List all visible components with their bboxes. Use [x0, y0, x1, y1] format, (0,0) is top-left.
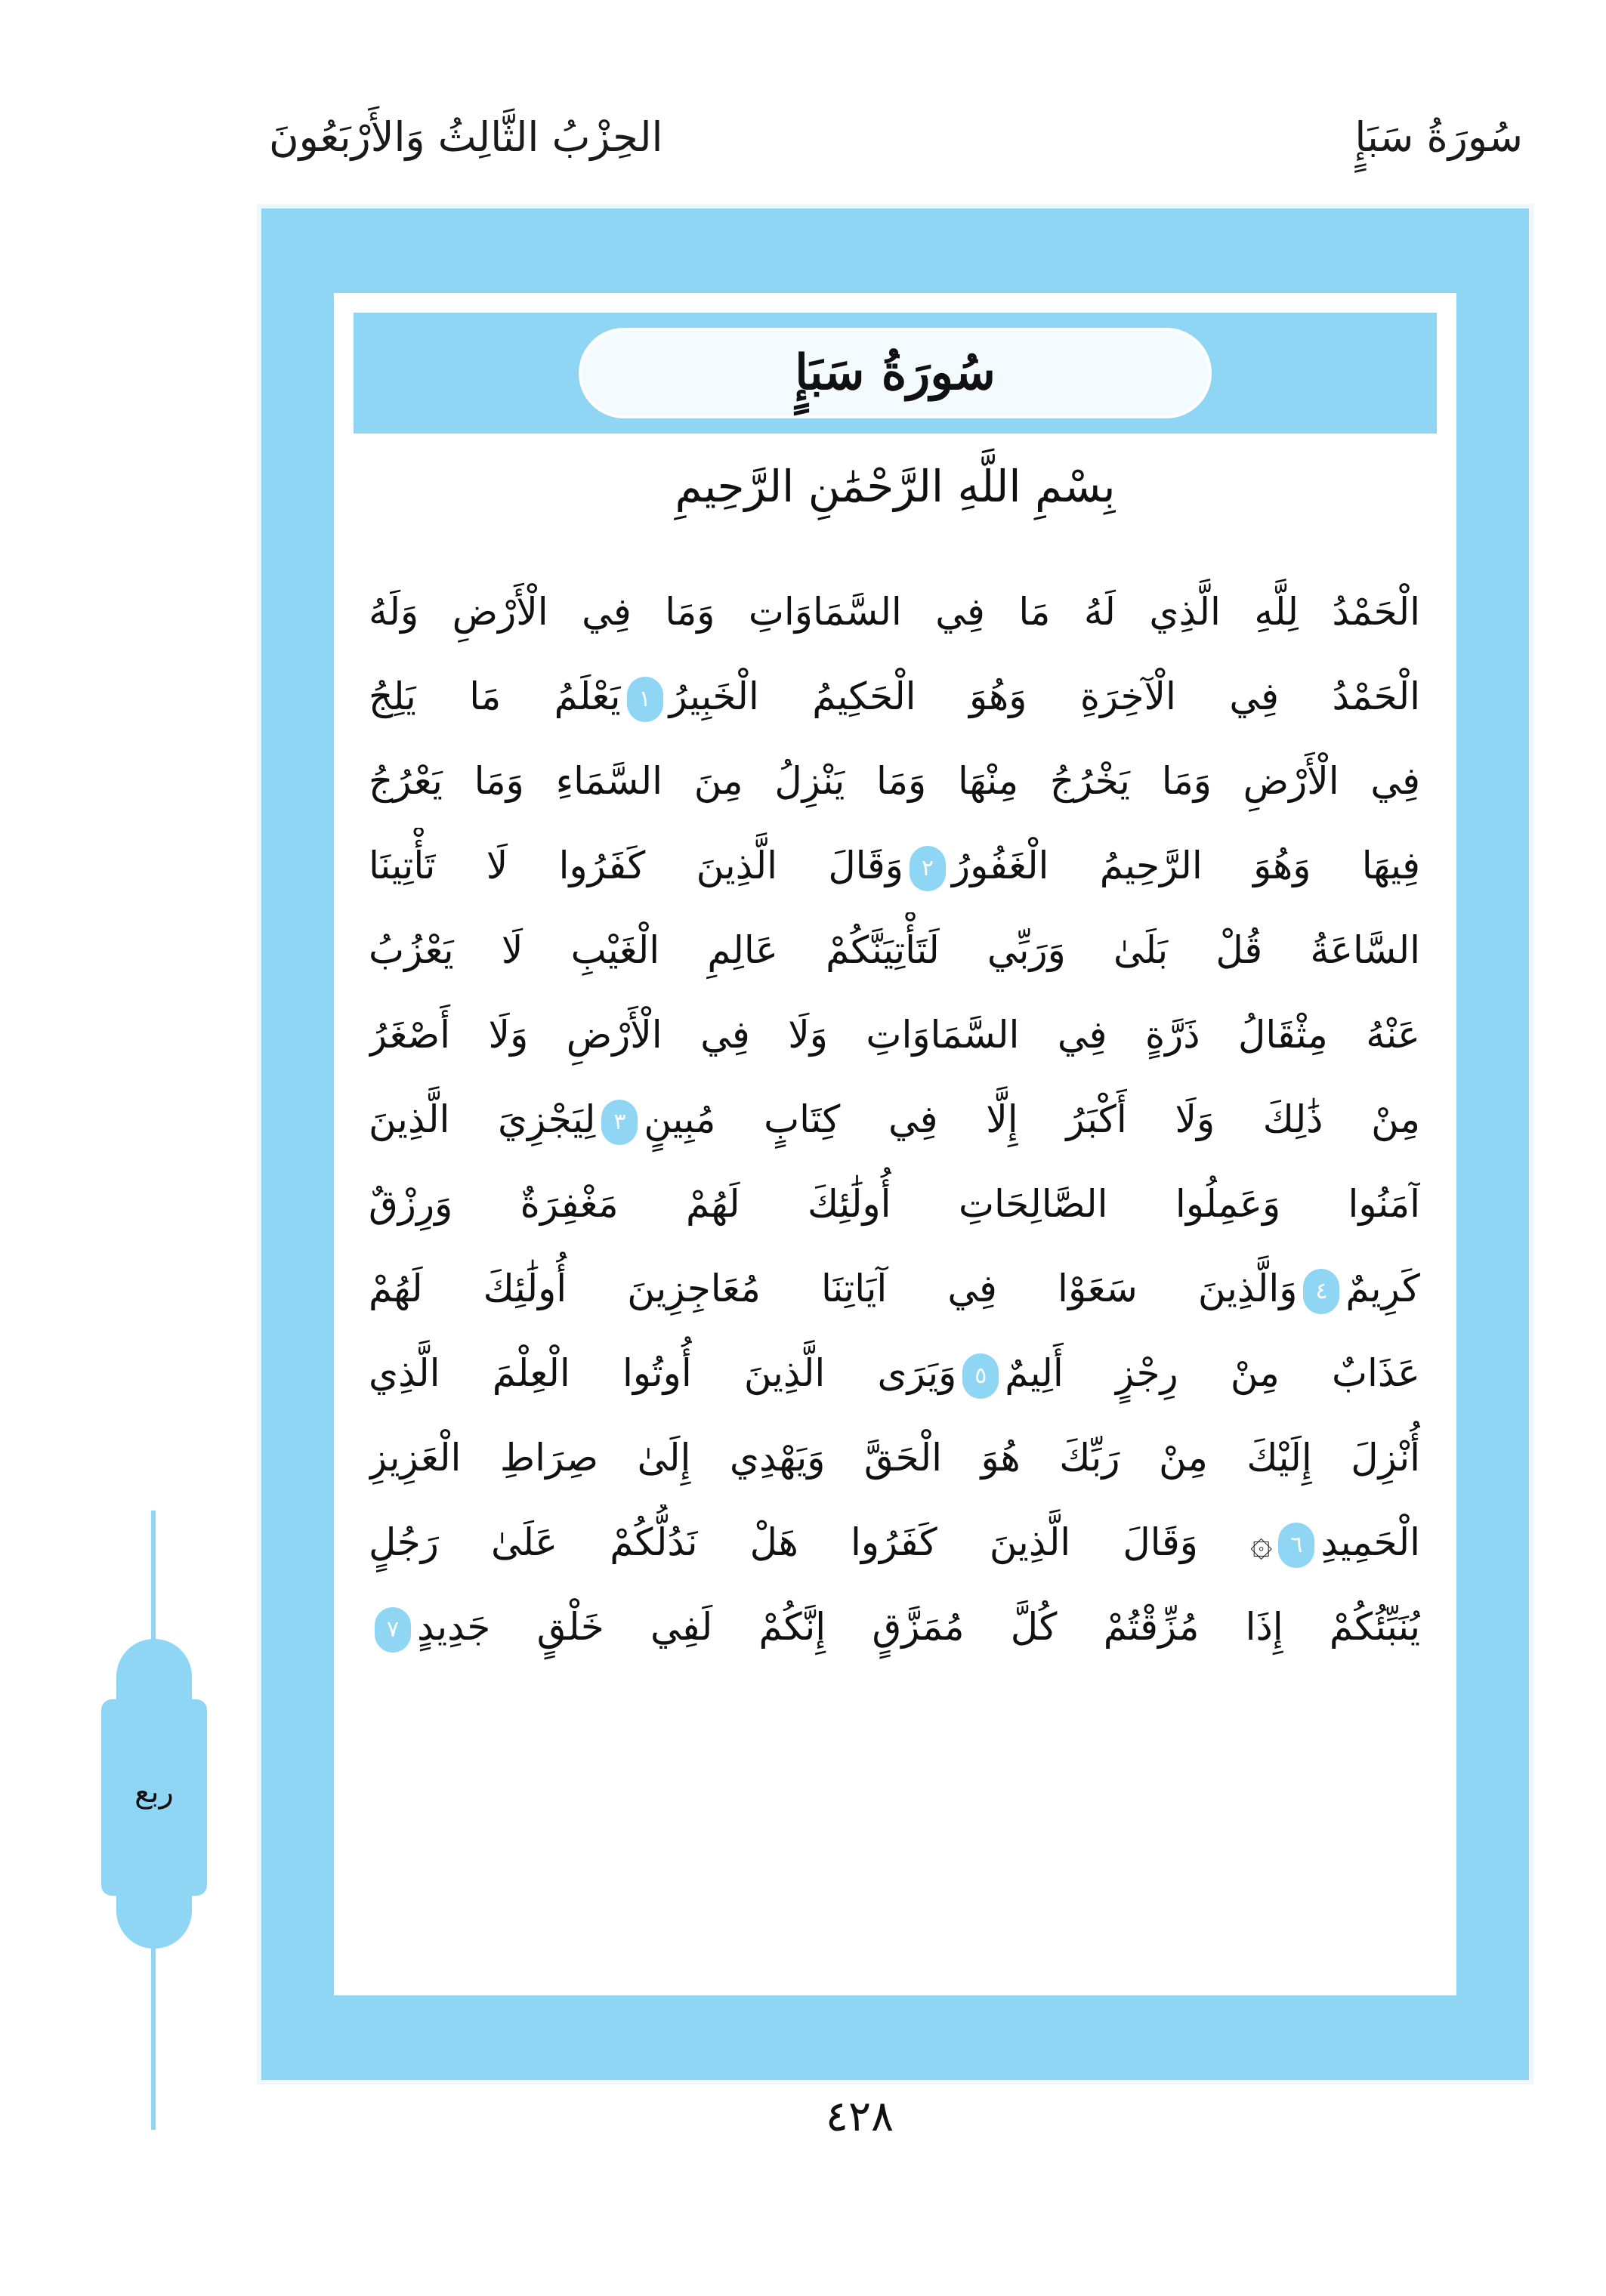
verse-text-continued: وَيَرَى الَّذِينَ أُوتُوا الْعِلْمَ الَّذِي	[369, 1351, 957, 1395]
verse-text-continued: يَعْلَمُ مَا يَلِجُ	[369, 674, 621, 718]
verse-text-continued: ۞ وَقَالَ الَّذِينَ كَفَرُوا هَلْ نَدُلُّكُمْ عَلَىٰ رَجُلٍ	[369, 1520, 1273, 1564]
quarter-label: ربع	[134, 1775, 174, 1810]
verse-text: آمَنُوا وَعَمِلُوا الصَّالِحَاتِ أُولَٰئِكَ لَهُمْ مَغْفِرَةٌ وَرِزْقٌ	[369, 1182, 1420, 1226]
header-surah-name: سُورَةُ سَبَإٍ	[1354, 113, 1523, 161]
quarter-marker-stem-bottom	[151, 1941, 156, 2130]
ayah-number-marker: ٧	[375, 1607, 411, 1653]
verse-text: يُنَبِّئُكُمْ إِذَا مُزِّقْتُمْ كُلَّ مُمَزَّقٍ إِنَّكُمْ لَفِي خَلْقٍ جَدِيدٍ	[417, 1605, 1420, 1649]
verse-line	[369, 659, 1420, 734]
verse-line	[369, 1082, 1420, 1157]
verse-text: أُنْزِلَ إِلَيْكَ مِنْ رَبِّكَ هُوَ الْحَقَّ وَيَهْدِي إِلَىٰ صِرَاطِ الْعَزِيزِ	[369, 1436, 1420, 1480]
verse-line	[369, 1251, 1420, 1326]
verse-text: فِيهَا وَهُوَ الرَّحِيمُ الْغَفُورُ	[951, 844, 1420, 887]
verse-line	[369, 1335, 1420, 1411]
quarter-marker	[101, 1624, 207, 1964]
page-number: ٤٢٨	[825, 2092, 894, 2141]
ayah-number-marker: ٤	[1303, 1269, 1339, 1314]
verse-line	[369, 912, 1420, 988]
verse-text: مِنْ ذَٰلِكَ وَلَا أَكْبَرُ إِلَّا فِي كِتَابٍ مُبِينٍ	[644, 1097, 1420, 1141]
verse-text: فِي الْأَرْضِ وَمَا يَخْرُجُ مِنْهَا وَمَا يَنْزِلُ مِنَ السَّمَاءِ وَمَا يَعْرُجُ	[369, 759, 1420, 803]
verse-text: السَّاعَةُ قُلْ بَلَىٰ وَرَبِّي لَتَأْتِيَنَّكُمْ عَالِمِ الْغَيْبِ لَا يَعْزُبُ	[369, 928, 1420, 972]
verse-line	[369, 743, 1420, 819]
verse-line	[369, 1504, 1420, 1580]
verse-text-continued: لِيَجْزِيَ الَّذِينَ	[369, 1097, 596, 1141]
verse-text: الْحَمْدُ فِي الْآخِرَةِ وَهُوَ الْحَكِيمُ الْخَبِيرُ	[669, 674, 1420, 718]
quarter-marker-stem-top	[151, 1511, 156, 1646]
verse-text: الْحَمْدُ لِلَّهِ الَّذِي لَهُ مَا فِي السَّمَاوَاتِ وَمَا فِي الْأَرْضِ وَلَهُ	[369, 590, 1420, 634]
verse-line	[369, 1420, 1420, 1495]
ayah-number-marker: ٦	[1278, 1523, 1314, 1568]
verse-line	[369, 1166, 1420, 1242]
verse-text-continued: وَقَالَ الَّذِينَ كَفَرُوا لَا تَأْتِينَا	[369, 844, 903, 887]
verse-text: الْحَمِيدِ	[1320, 1520, 1420, 1564]
ayah-number-marker: ٢	[910, 846, 946, 891]
header-hizb: الحِزْبُ الثَّالِثُ وَالأَرْبَعُونَ	[269, 113, 663, 161]
verse-text-continued: وَالَّذِينَ سَعَوْا فِي آيَاتِنَا مُعَاجِزِينَ أُولَٰئِكَ لَهُمْ	[369, 1267, 1298, 1310]
quarter-marker-base	[116, 1873, 192, 1949]
verse-text: عَذَابٌ مِنْ رِجْزٍ أَلِيمٌ	[1005, 1351, 1420, 1395]
ayah-number-marker: ١	[627, 677, 663, 722]
verse-line	[369, 1589, 1420, 1665]
verse-line	[369, 997, 1420, 1072]
ayah-number-marker: ٣	[601, 1100, 638, 1145]
verse-line	[369, 574, 1420, 650]
basmala: بِسْمِ اللَّهِ الرَّحْمَٰنِ الرَّحِيمِ	[675, 461, 1116, 512]
ayah-number-marker: ٥	[962, 1353, 999, 1399]
verse-text: عَنْهُ مِثْقَالُ ذَرَّةٍ فِي السَّمَاوَاتِ وَلَا فِي الْأَرْضِ وَلَا أَصْغَرُ	[369, 1013, 1420, 1057]
surah-title: سُورَةُ سَبَإٍ	[795, 344, 996, 401]
verse-line	[369, 828, 1420, 903]
verse-text: كَرِيمٌ	[1345, 1267, 1420, 1310]
